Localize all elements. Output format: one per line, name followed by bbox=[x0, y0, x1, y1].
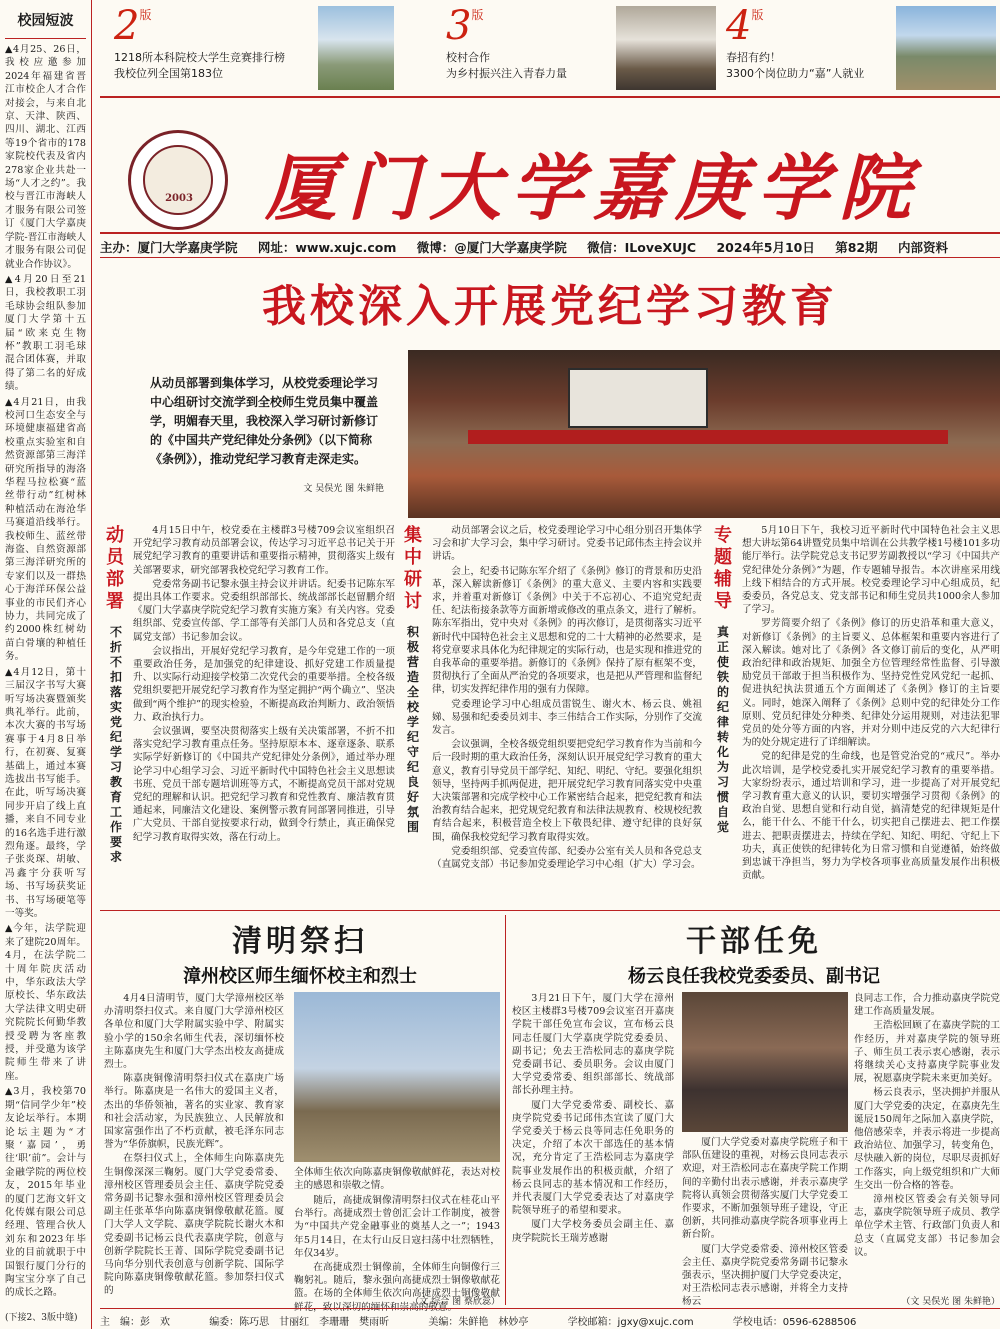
memorial-photo bbox=[294, 992, 500, 1162]
wechat: 微信：ILoveXUJC bbox=[587, 240, 697, 255]
qingming-body-2: 随后，高捷成铜像清明祭扫仪式在桂花山平台举行。高捷成烈士曾创汇会计工作制度，被誉为“中国共产党金融事业的奠基人之一”；1943年5月14日，在太行山反日寇扫荡中壮烈牺牲，年仅34岁。 在高捷成烈士铜像前，全体师生向铜像行三鞠躬礼。随后，黎永强向高捷成烈士铜像敬献花篮。在场的全体师生依次向高捷成烈士铜像敬献鲜花，致以深切的缅怀和崇高的敬意。 bbox=[294, 1195, 500, 1313]
qingming-subtitle: 漳州校区师生缅怀校主和烈士 bbox=[183, 966, 417, 987]
ganbu-body-mid: 厦门大学党委对嘉庚学院班子和干部队伍建设的重视，对杨云良同志表示欢迎，对王浩松同志在嘉庚学院工作期间的辛勤付出表示感谢，并表示嘉庚学院将认真领会贯彻落实厦门大学党委工作要求，不断加强领导班子建设，守正创新，共同推动嘉庚学院各项事业再上新台阶。 厦门大学党委常委、漳州校区管委会主任、嘉庚学院党委常务副书记黎永强表示，坚决拥护厦门大学党委决定，对王浩松同志表示感谢，并将全力支持杨云 bbox=[682, 1137, 848, 1308]
intro-text: 从动员部署到集体学习，从校党委理论学习中心组研讨交流学到全校师生党员集中覆盖学，明媚春天里，我校深入学习研讨新修订的《中国共产党纪律处分条例》（以下简称《条例》），推动党纪学习教育走深走实。 bbox=[150, 376, 379, 466]
teaser-page-3[interactable]: 3版 校村合作 为乡村振兴注入青春力量 bbox=[446, 6, 716, 94]
teaser-number: 2 bbox=[114, 3, 140, 49]
ganbu-body-right: 良同志工作，合力推动嘉庚学院党建工作高质量发展。 王浩松回顾了在嘉庚学院的工作经历，并对嘉庚学院的领导班子、师生员工表示衷心感谢，表示将继续关心支持嘉庚学院事业发展，祝愿嘉庚学院未来更加美好。 杨云良表示，坚决拥护并服从厦门大学党委的决定，在嘉庚先生诞辰150周年之际加入嘉庚学院，他倍感荣幸，并表示将进一步提高政治站位、加强学习，转变角色，尽快融入新的岗位，尽职尽责抓好工作落实，向上级党组织和广大师生交出一份合格的答卷。 漳州校区管委会有关领导同志，嘉庚学院领导班子成员、教学单位学术主管、行政部门负责人和总支（直属党支部）书记参加会议。 bbox=[854, 993, 1000, 1258]
qingming-body: 4月4日清明节，厦门大学漳州校区举办清明祭扫仪式。来自厦门大学漳州校区各单位和厦门大学附属实验中学、附属实验小学的150余名师生代表，深切缅怀校主陈嘉庚先生和厦门大学杰出校友高捷成烈士。 陈嘉庚铜像清明祭扫仪式在嘉庚广场举行。陈嘉庚是一名伟大的爱国主义者，杰出的华侨领袖，著名的实业家、教育家和社会活动家，为民族独立、人民解放和国家富强作出了不朽贡献，被毛泽东同志誉为“华侨旗帜，民族光辉”。 在祭扫仪式上，全体师生向陈嘉庚先生铜像深深三鞠躬。厦门大学党委常委、漳州校区管理委员会主任、嘉庚学院党委常务副书记黎永强和漳州校区管理委员会副主任张革华向陈嘉庚铜像敬献花篮。厦门大学人文学院、嘉庚学院院长谢火木和党委副书记杨云良代表嘉庚学院，创意与创新学院院长王菁、国际学院党委副书记马向华分别代表创意与创新学院、国际学院向陈嘉庚铜像敬献花篮。参加祭扫仪式的 bbox=[104, 993, 284, 1297]
date: 2024年5月10日 bbox=[716, 240, 815, 255]
teaser-line: 3300个岗位助力“嘉”人就业 bbox=[726, 67, 865, 80]
ganbu-header bbox=[508, 916, 1000, 988]
divider bbox=[100, 910, 1000, 911]
teaser-page-2[interactable]: 2版 1218所本科院校大学生竞赛排行榜 我校位列全国第183位 bbox=[114, 6, 394, 94]
teaser-line: 为乡村振兴注入青春力量 bbox=[446, 67, 567, 80]
lead-intro bbox=[100, 350, 400, 518]
art-editors: 美编：朱鲜艳 林妙亭 bbox=[428, 1317, 529, 1328]
intro-credit: 文 吴俣光 图 朱鲜艳 bbox=[303, 484, 384, 494]
info-bar bbox=[100, 232, 1000, 258]
auditorium-photo bbox=[408, 350, 1000, 518]
ganbu-title: 干部任免 bbox=[686, 924, 822, 959]
college-seal-logo: 2003 bbox=[128, 130, 228, 230]
news-item: ▲4月20日至21日，我校教职工羽毛球协会组队参加厦门大学第十五届“欧来克生物杯”教职工羽毛球混合团体赛，并取得了第二名的好成绩。 bbox=[5, 273, 86, 393]
section-subtitle: 真正使铁的纪律转化为习惯自觉 bbox=[716, 625, 729, 834]
sidebar-campus-news bbox=[0, 0, 92, 1329]
sidebar-title: 校园短波 bbox=[5, 4, 86, 39]
article-lecture: 5月10日下午，我校习近平新时代中国特色社会主义思想大讲坛第64讲暨党员集中培训在公共教学楼1号楼101多功能厅举行。法学院党总支书记罗芳副教授以“学习《中国共产党纪律处分条例》”为题，作专题辅导报告。本次讲座采用线上线下相结合的方式开展。校党委理论学习中心组成员，纪委委员，各党总支、党支部书记和师生党员共1000余人参加了学习。 罗芳简要介绍了《条例》修订的历史沿革和重大意义，对新修订《条例》的主旨要义、总体框架和重要内容进行了深入解读。她对比了《条例》各文修订前后的变化，从严明政治纪律和政治规矩、加强全方位管理经常性监督、引导激励党员干部敢于担当积极作为、坚持党性党风党纪一起抓、促进执纪执法贯通五个方面阐述了《条例》修订的主旨要义。同时，她深入阐释了《条例》总则中党的纪律处分工作原则、党员纪律处分种类、纪律处分运用规则，对违法犯罪党员的处分等方面的内容，并对分则中违反党的六大纪律行为的处分规定进行了详细解读。 党的纪律是党的生命线，也是管党治党的“戒尺”。举办此次培训，是学校党委扎实开展党纪学习教育的重要举措。大家纷纷表示，通过培训和学习，进一步提高了对开展党纪学习教育重大意义的认识，要切实增强学习贯彻《条例》的政治自觉、思想自觉和行动自觉，搞清楚党的纪律规矩是什么，能干什么、不能干什么，切实把自己摆进去、把工作摆进去、把职责摆进去，持续在学纪、知纪、明纪、守纪上下功夫，真正使铁的纪律转化为日常习惯和自觉遵循，始终做到忠诚干净担当，努力为学校各项事业高质量发展作出积极贡献。 bbox=[742, 525, 1000, 882]
article-study: 动员部署会议之后，校党委理论学习中心组分别召开集体学习会和扩大学习会，集中学习研讨。党委书记邱伟杰主持会议并讲话。 会上，纪委书记陈东军介绍了《条例》修订的背景和历史沿革，深入解读新修订《条例》的重大意义、主要内容和实践要求，并着重对新修订《条例》中关于不忘初心、不追究党纪责任、纪法衔接条款等方面新增或修改的重点条文，进行了解析。陈东军指出，党中央对《条例》的再次修订，是贯彻落实习近平新时代中国特色社会主义思想和党的二十大精神的必然要求，是将党章要求具体化为纪律规定的实际行动，也是实现和推进党的自我革命的重要举措。新修订的《条例》保持了原有框架不变，贯彻执行了全面从严治党的各项要求，也是把从严管理和监督纪律，切实发挥纪律作用的强有力保障。 党委理论学习中心组成员雷锐生、谢火木、杨云良、姚祖娣、易强和纪委委员刘丰、李三伟结合工作实际，分别作了交流发言。 会议强调，全校各级党组织要把党纪学习教育作为当前和今后一段时期的重大政治任务，深刻认识开展党纪学习教育的重大意义，教育引导党员干部学纪、知纪、明纪、守纪。要强化组织领导，坚持两手抓两促进，把开展党纪学习教育同落实党中央重大决策部署和完成学校中心工作紧密结合起来，把党纪教育和法治教育结合起来，把党规党纪教育和法律法规教育、校规校纪教育结合起来，积极营造全校上下敬畏纪律、遵守纪律的良好氛围，确保我校党纪学习教育取得实效。 党委组织部、党委宣传部、纪委办公室有关人员和各党总支（直属党支部）书记参加党委理论学习中心组（扩大）学习会。 bbox=[432, 525, 702, 871]
teaser-line: 校村合作 bbox=[446, 51, 490, 64]
teaser-line: 我校位列全国第183位 bbox=[114, 67, 223, 80]
teaser-photo bbox=[616, 6, 716, 90]
issue: 第82期 bbox=[835, 240, 878, 255]
ganbu-credit: （文 吴俣光 图 朱鲜艳） bbox=[901, 1297, 1000, 1307]
section-title: 动员部署 bbox=[106, 525, 124, 612]
editorial-board: 编委：陈巧思 甘丽红 李珊珊 樊雨昕 bbox=[209, 1317, 390, 1328]
news-item: ▲4月21日，由我校河口生态安全与环境健康福建省高校重点实验室和自然资源部第三海洋研究所指导的海洛华程马拉松赛“蓝丝带行动”红树林种植活动在海沧华马赛道沿线举行。我校师生、蓝丝带海盗、自然资源部第三海洋研究所的专家们以及一群热心于海洋环保公益事业的市民们齐心协力，共同完成了约2000株红树幼苗白骨壤的种植任务。 bbox=[5, 396, 86, 663]
masthead bbox=[100, 100, 1000, 230]
section-title: 专题辅导 bbox=[714, 525, 732, 612]
section-title: 集中研讨 bbox=[404, 525, 422, 612]
meeting-photo bbox=[682, 992, 848, 1132]
teaser-page-4[interactable]: 4版 春招有约！ 3300个岗位助力“嘉”人就业 bbox=[726, 6, 996, 94]
qingming-title: 清明祭扫 bbox=[232, 924, 368, 959]
doc-type: 内部资料 bbox=[897, 240, 948, 255]
main-headline: 我校深入开展党纪学习教育 bbox=[262, 281, 838, 332]
website: 网址：www.xujc.com bbox=[257, 240, 397, 255]
teaser-number: 4 bbox=[726, 3, 752, 49]
teaser-photo bbox=[318, 6, 394, 90]
continued-note: (下接2、3版中缝) bbox=[5, 1313, 78, 1323]
qingming-header bbox=[100, 916, 500, 988]
newspaper-name: 厦门大学嘉庚学院 bbox=[265, 145, 922, 230]
news-item: ▲今年，法学院迎来了建院20周年。4月，在法学院二十周年院庆活动中，华东政法大学原校长、华东政法大学法律文明史研究院院长何勤华教授受聘为客座教授，并受邀为该学院师生带来了讲座。 bbox=[5, 923, 86, 1082]
section-subtitle: 不折不扣落实党纪学习教育工作要求 bbox=[109, 625, 122, 864]
news-item: ▲4月12日，第十三届汉字书写大赛听写场决赛暨颁奖典礼举行。此前，本次大赛的书写场赛事于4月8日举行，在初赛、复赛基础上，通过本赛选拔出书写能手。在此，听写场决赛同步开启了线上直播，来自不同专业的16名选手进行激烈角逐。最终，学子张炎琛、胡敏、冯鑫宇分获听写场、书写场获奖证书、书写场硬笔等一等奖。 bbox=[5, 666, 86, 919]
footer bbox=[100, 1308, 1000, 1329]
teaser-photo bbox=[896, 6, 996, 90]
chief-editor: 主 编：彭 欢 bbox=[100, 1317, 170, 1328]
page-teasers bbox=[100, 0, 1000, 98]
photo-caption: 全体师生依次向陈嘉庚铜像敬献鲜花，表达对校主的感恩和崇敬之情。 bbox=[294, 1167, 500, 1192]
article-mobilization: 4月15日中午，校党委在主楼群3号楼709会议室组织召开党纪学习教育动员部署会议，传达学习习近平总书记关于开展党纪学习教育的重要讲话和重要指示精神，贯彻落实上级有关部署要求，研究部署我校党纪学习教育工作。 党委常务副书记黎永强主持会议并讲话。纪委书记陈东军提出具体工作要求。党委组织部部长、统战部部长赵留鹏介绍《厦门大学嘉庚学院党纪学习教育实施方案》有关内容。党委组织部、党委宣传部、学工部等有关部门人员和各党总支（直属党支部）书记参加会议。 会议指出，开展好党纪学习教育，是今年党建工作的一项重要政治任务，是加强党的纪律建设、抓好党建工作质量提升、以实际行动迎接学校第二次党代会的重要举措。全校各级党组织要把开展党纪学习教育作为坚定拥护“两个确立”、坚决做到“两个维护”的现实检验，不断提高政治判断力、政治领悟力、政治执行力。 会议强调，要坚决贯彻落实上级有关决策部署，不折不扣落实党纪学习教育重点任务。坚持原原本本、逐章逐条、联系实际学好新修订的《中国共产党纪律处分条例》，通过举办理论学习中心组学习会、习近平新时代中国特色社会主义思想读书班、党员干部专题培训班等方式，不断提高党员干部对党规党纪的理解和认识。把党纪学习教育和党性教育、廉洁教育贯通起来，同廉洁文化建设、案例警示教育同部署同推进，引导广大党员、干部自觉按要求行动，做到令行禁止，真正确保党纪学习教育取得实效，落在行动上。 bbox=[133, 525, 395, 843]
teaser-line: 1218所本科院校大学生竞赛排行榜 bbox=[114, 51, 285, 64]
news-item: ▲4月25、26日，我校应邀参加2024年福建省晋江市校企人才合作对接会，与来自北京、天津、陕西、四川、湖北、江西等19个省市的178家院校代表及省内278家企业共赴一场“人才之约”。我校与晋江市海峡人才服务有限公司签订《厦门大学嘉庚学院-晋江市海峡人才服务有限公司促就业合作协议》。 bbox=[5, 44, 86, 270]
host: 主办：厦门大学嘉庚学院 bbox=[100, 240, 238, 255]
divider bbox=[505, 915, 506, 1305]
weibo: 微博：@厦门大学嘉庚学院 bbox=[416, 240, 567, 255]
school-email: 学校邮箱：jgxy@xujc.com bbox=[567, 1317, 694, 1328]
qingming-credit: （文 综合 图 蔡欣蕊） bbox=[410, 1297, 500, 1307]
ganbu-subtitle: 杨云良任我校党委委员、副书记 bbox=[628, 966, 880, 987]
ganbu-body: 3月21日下午，厦门大学在漳州校区主楼群3号楼709会议室召开嘉庚学院干部任免宣布会议，宣布杨云良同志任厦门大学嘉庚学院党委委员、副书记；免去王浩松同志的嘉庚学院党委副书记、委员职务。会议由厦门大学党委常委、组织部部长、统战部部长孙理主持。 厦门大学党委常委、副校长、嘉庚学院党委书记邱伟杰宣读了厦门大学党委关于杨云良等同志任免职务的决定，介绍了本次干部选任的基本情况，充分肯定了王浩松同志为嘉庚学院事业发展作出的积极贡献，介绍了杨云良同志的基本情况和工作经历，并代表厦门大学党委表达了对嘉庚学院领导班子的希望和要求。 厦门大学校务委员会副主任、嘉庚学院院长王瑞芳感谢 bbox=[512, 993, 674, 1244]
teaser-line: 春招有约！ bbox=[726, 51, 781, 64]
school-phone: 学校电话：0596-6288506 bbox=[732, 1317, 857, 1328]
news-item: ▲3月，我校第70期“信同学少年”校友论坛举行。本期论坛主题为“才聚‘嘉园’，勇往‘职’前”。会计与金融学院的两位校友，2015年毕业的厦门艺海文轩文化传媒有限公司总经理、管理合伙人刘东和2023年毕业的目前就职于中国银行厦门分行的陶宝宝分享了自己的成长之路。 bbox=[5, 1086, 86, 1299]
teaser-number: 3 bbox=[446, 3, 472, 49]
section-subtitle: 积极营造全校学纪守纪良好氛围 bbox=[406, 625, 419, 834]
